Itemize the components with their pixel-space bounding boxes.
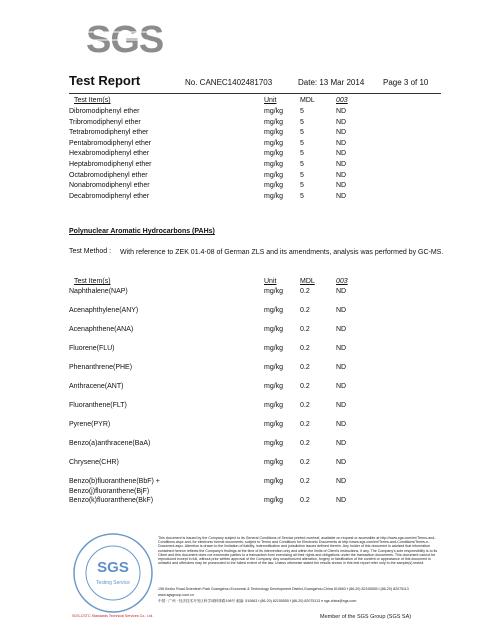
cell-result: ND	[336, 171, 347, 179]
cell-result: ND	[336, 150, 347, 158]
legal-disclaimer: This document is issued by the Company subject to its General Conditions of Service printed overleaf, available on request or accessible at http://www.sgs.com/en/Terms-and-Conditions.aspx and, for electronic format documents, subject to Terms and Conditions for Electronic Documents at http://www.sgs.com/en/Terms-and-Conditions/Terms-e-Document.aspx. Attention is drawn to the limitation of liability, indemnification and jurisdiction issues defined therein. Any holder of this document is advised that information contained hereon reflects the Company's findings at the time of its intervention only and within the limits of Client's instructions, if any. The Company's sole responsibility is to its Client and this document does not exonerate parties to a transaction from exercising all their rights and obligations under the transaction documents. This document cannot be reproduced except in full, without prior written approval of the Company. Any unauthorized alteration, forgery or falsification of the content or appearance of this document is unlawful and offenders may be prosecuted to the fullest extent of the law. Unless otherwise stated the results shown in this test report refer only to the sample(s) tested.	[158, 536, 438, 566]
cell-unit: mg/kg	[264, 139, 284, 147]
cell-test-item: Anthracene(ANT)	[69, 383, 124, 390]
cell-mdl: 0.2	[300, 459, 310, 466]
cell-test-item: Tribromodiphenyl ether	[69, 118, 141, 126]
cell-unit: mg/kg	[264, 478, 284, 485]
table-row	[0, 363, 500, 373]
table-row	[0, 306, 500, 316]
cell-test-item: Acenaphthene(ANA)	[69, 326, 134, 333]
cell-unit: mg/kg	[264, 182, 284, 190]
cell-result: ND	[336, 402, 347, 409]
table-row	[0, 118, 500, 128]
member-statement: Member of the SGS Group (SGS SA)	[320, 614, 412, 620]
cell-mdl: 5	[300, 192, 304, 200]
cell-test-item: Acenaphthylene(ANY)	[69, 307, 139, 314]
seal-caption: SGS-CSTC Standards Technical Services Co., Ltd.	[72, 614, 154, 618]
table-header-row	[0, 277, 500, 287]
cell-result: ND	[336, 118, 347, 126]
cell-result: ND	[336, 345, 347, 352]
cell-test-item: Benzo(a)anthracene(BaA)	[69, 440, 151, 447]
cell-unit: mg/kg	[264, 192, 284, 200]
cell-mdl: 0.2	[300, 364, 310, 371]
address-en: 198 Kezhu Road,Scientech Park Guangzhou Economic & Technology Development District,Guangzhou,China 510663 t (86-20) 82155555 f (86-20) 82075113 www.sgsgroup.com.cn	[158, 587, 409, 597]
cell-unit: mg/kg	[264, 440, 284, 447]
cell-mdl: 0.2	[300, 383, 310, 390]
col-result: 003	[336, 278, 348, 285]
cell-test-item: Benzo(j)fluoranthene(BjF)	[69, 488, 150, 495]
cell-result: ND	[336, 192, 347, 200]
cell-mdl: 0.2	[300, 307, 310, 314]
table-row	[0, 171, 500, 181]
cell-test-item: Tetrabromodiphenyl ether	[69, 129, 149, 137]
cell-test-item: Chrysene(CHR)	[69, 459, 119, 466]
cell-result: ND	[336, 288, 347, 295]
cell-result: ND	[336, 364, 347, 371]
cell-mdl: 0.2	[300, 478, 310, 485]
cell-mdl: 5	[300, 171, 304, 179]
table-row	[0, 344, 500, 354]
cell-unit: mg/kg	[264, 402, 284, 409]
cell-mdl: 5	[300, 150, 304, 158]
col-mdl: MDL	[300, 97, 315, 104]
cell-test-item: Nonabromodiphenyl ether	[69, 182, 150, 190]
cell-test-item: Benzo(k)fluoranthene(BkF)	[69, 497, 154, 504]
table-header-row	[0, 96, 500, 106]
col-unit: Unit	[264, 278, 277, 285]
cell-test-item: Naphthalene(NAP)	[69, 288, 128, 295]
cell-test-item: Pentabromodiphenyl ether	[69, 139, 152, 147]
cell-result: ND	[336, 383, 347, 390]
cell-mdl: 5	[300, 161, 304, 168]
cell-test-item: Phenanthrene(PHE)	[69, 364, 133, 371]
table-row	[0, 192, 500, 202]
cell-mdl: 5	[300, 139, 304, 147]
sgs-seal-stamp	[72, 532, 154, 614]
cell-mdl: 0.2	[300, 345, 310, 352]
table-row	[0, 401, 500, 411]
cell-mdl: 0.2	[300, 402, 310, 409]
table-row	[0, 160, 500, 170]
cell-result: ND	[336, 129, 347, 137]
table-row	[0, 181, 500, 191]
cell-test-item: Octabromodiphenyl ether	[69, 171, 148, 179]
report-title: Test Report	[69, 73, 141, 88]
cell-test-item: Hexabromodiphenyl ether	[69, 150, 150, 158]
cell-mdl: 0.2	[300, 497, 310, 504]
table-row	[0, 439, 500, 449]
table-row	[0, 139, 500, 149]
col-test-item: Test Item(s)	[74, 278, 111, 285]
table-row	[0, 496, 500, 506]
svg-text:SGS: SGS	[97, 559, 129, 576]
cell-result: ND	[336, 108, 347, 115]
cell-mdl: 0.2	[300, 421, 310, 428]
sgs-logo	[86, 18, 164, 61]
cell-unit: mg/kg	[264, 421, 284, 428]
cell-mdl: 5	[300, 108, 304, 115]
page-number: Page 3 of 10	[383, 78, 429, 87]
cell-unit: mg/kg	[264, 459, 284, 466]
cell-result: ND	[336, 161, 347, 168]
company-address	[158, 586, 443, 604]
table-row	[0, 325, 500, 335]
cell-mdl: 0.2	[300, 288, 310, 295]
svg-text:SGS: SGS	[86, 19, 164, 61]
col-result: 003	[336, 97, 348, 104]
cell-result: ND	[336, 459, 347, 466]
cell-unit: mg/kg	[264, 364, 284, 371]
cell-test-item: Fluoranthene(FLT)	[69, 402, 127, 409]
cell-result: ND	[336, 326, 347, 333]
cell-result: ND	[336, 182, 347, 190]
table-row	[0, 149, 500, 159]
cell-unit: mg/kg	[264, 161, 284, 168]
cell-result: ND	[336, 440, 347, 447]
cell-mdl: 5	[300, 129, 304, 137]
cell-unit: mg/kg	[264, 383, 284, 390]
cell-mdl: 0.2	[300, 326, 310, 333]
table-row	[0, 107, 500, 117]
cell-unit: mg/kg	[264, 118, 284, 126]
table-row	[0, 477, 500, 487]
table-row	[0, 128, 500, 138]
svg-text:Testing Service: Testing Service	[96, 580, 130, 586]
cell-mdl: 5	[300, 118, 304, 126]
report-number: No. CANEC1402481703	[185, 78, 273, 87]
col-unit: Unit	[264, 97, 277, 104]
cell-test-item: Decabromodiphenyl ether	[69, 192, 150, 200]
cell-unit: mg/kg	[264, 129, 284, 137]
cell-result: ND	[336, 478, 347, 485]
table-row	[0, 287, 500, 297]
cell-test-item: Fluorene(FLU)	[69, 345, 115, 352]
cell-result: ND	[336, 497, 347, 504]
test-method-text: With reference to ZEK 01.4-08 of German ZLS and its amendments, analysis was performed by GC-MS.	[120, 249, 444, 256]
cell-test-item: Heptabromodiphenyl ether	[69, 161, 152, 168]
cell-test-item: Dibromodiphenyl ether	[69, 108, 140, 115]
cell-mdl: 0.2	[300, 440, 310, 447]
table-row	[0, 458, 500, 468]
pah-section-title: Polynuclear Aromatic Hydrocarbons (PAHs)	[69, 228, 215, 235]
cell-unit: mg/kg	[264, 307, 284, 314]
cell-unit: mg/kg	[264, 108, 284, 115]
cell-test-item: Benzo(b)fluoranthene(BbF) +	[69, 478, 160, 485]
cell-unit: mg/kg	[264, 326, 284, 333]
cell-unit: mg/kg	[264, 171, 284, 179]
cell-result: ND	[336, 307, 347, 314]
cell-unit: mg/kg	[264, 345, 284, 352]
cell-result: ND	[336, 139, 347, 147]
cell-unit: mg/kg	[264, 150, 284, 158]
cell-test-item: Pyrene(PYR)	[69, 421, 111, 428]
header-rule	[69, 93, 441, 94]
cell-mdl: 5	[300, 182, 304, 190]
report-date: Date: 13 Mar 2014	[298, 78, 365, 87]
table-row	[0, 382, 500, 392]
col-mdl: MDL	[300, 278, 315, 285]
cell-result: ND	[336, 421, 347, 428]
test-method-label: Test Method :	[69, 248, 112, 255]
table-row	[0, 420, 500, 430]
address-cn: 中国 · 广州 · 经济技术开发区科学城科珠路198号 邮编: 510663 t (86-20) 82155555 f (86-20) 82075113 e sgs.china@sgs.com	[158, 599, 357, 603]
cell-unit: mg/kg	[264, 288, 284, 295]
cell-unit: mg/kg	[264, 497, 284, 504]
col-test-item: Test Item(s)	[74, 97, 111, 104]
